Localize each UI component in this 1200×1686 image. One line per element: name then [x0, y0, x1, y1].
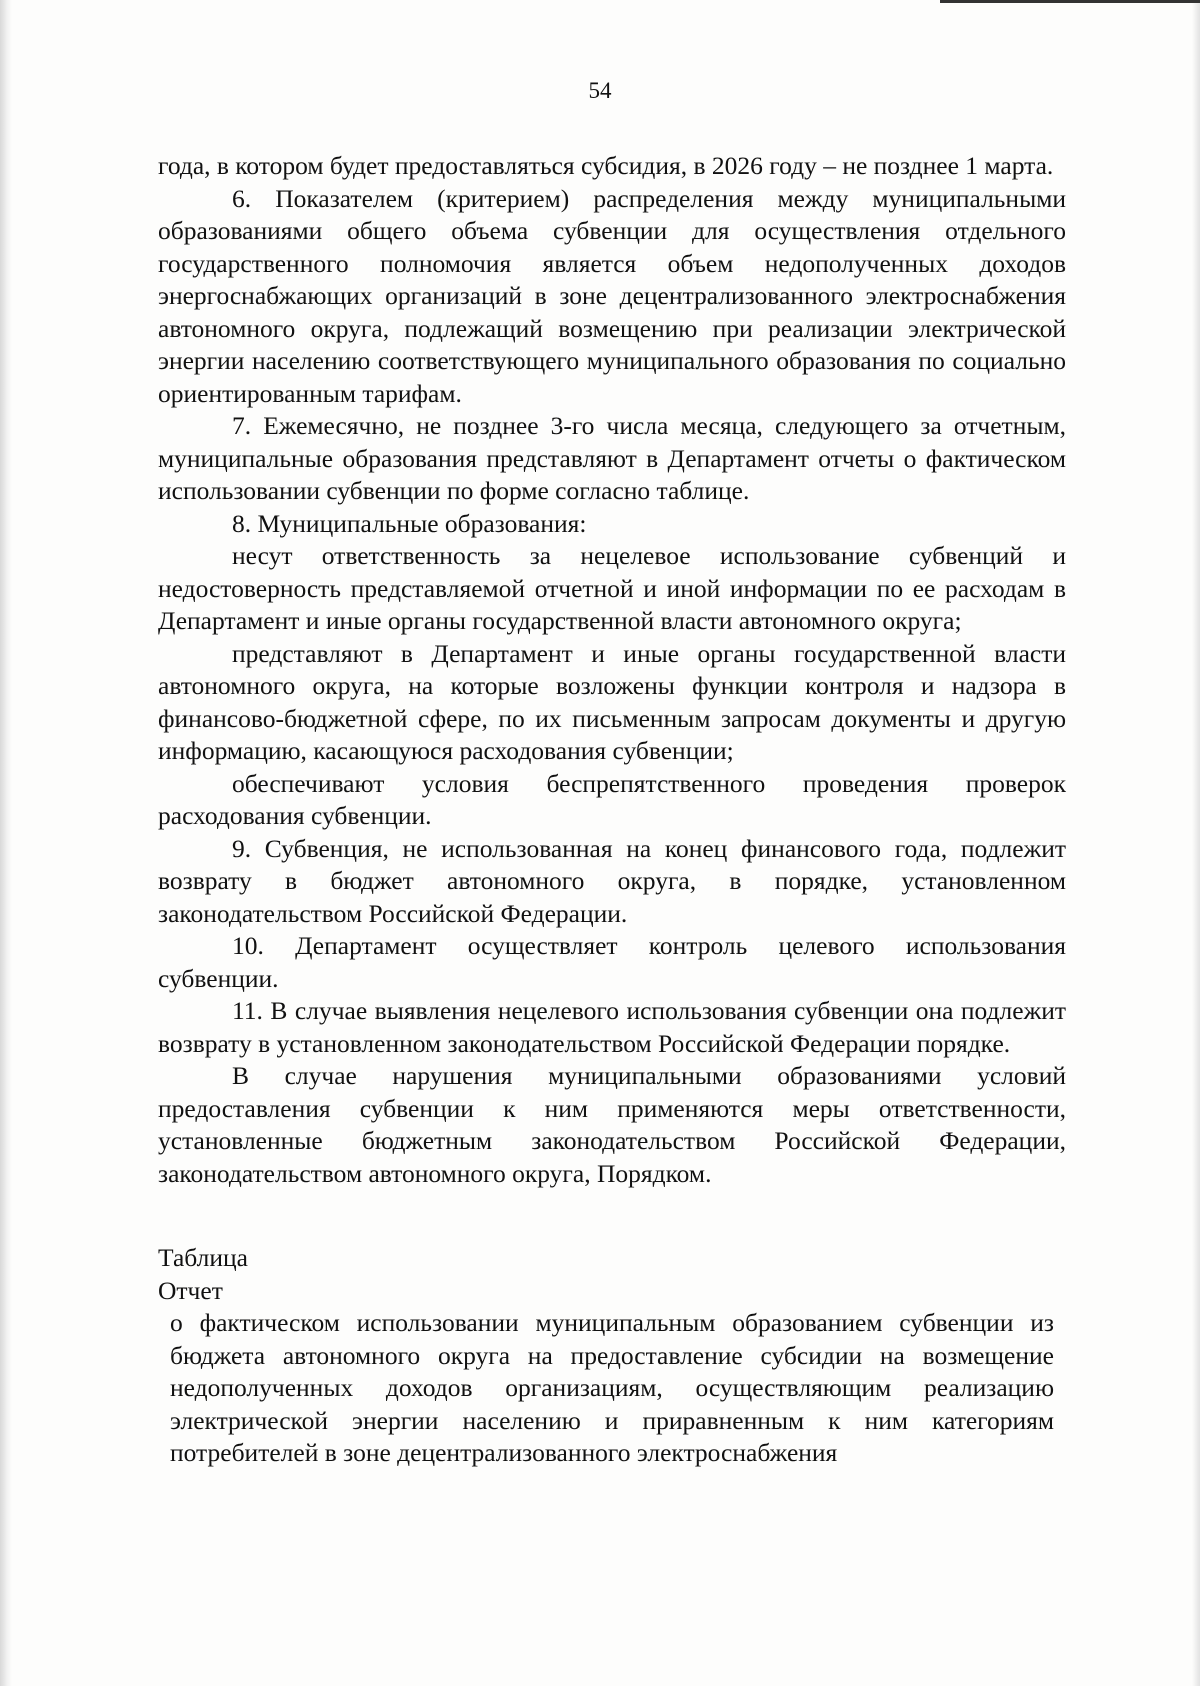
paragraph-item-10: 10. Департамент осуществляет контроль целевого использования субвенции. [158, 931, 1066, 993]
scan-edge-left [0, 0, 12, 1686]
paragraph-item-8: 8. Муниципальные образования: [232, 508, 587, 538]
table-label: Таблица [158, 1243, 248, 1272]
paragraph-violation: В случае нарушения муниципальными образованиями условий предоставления субвенции к ним применяются меры ответственности, установленные бюджетным законодательством Российской Федерации, законодательством автономного округа, Порядком. [158, 1061, 1066, 1188]
paragraph-item-9: 9. Субвенция, не использованная на конец финансового года, подлежит возврату в бюджет автономного округа, в порядке, установленном законодательством Российской Федерации. [158, 833, 1066, 928]
report-title: Отчет [158, 1275, 223, 1305]
spacer [158, 1190, 1066, 1242]
paragraph-item-7: 7. Ежемесячно, не позднее 3-го числа месяца, следующего за отчетным, муниципальные образования представляют в Департамент отчеты о фактическом использовании субвенции по форме согласно таблице. [158, 411, 1066, 505]
scan-edge-right [1192, 0, 1200, 1686]
paragraph-item-8-ensure: обеспечивают условия беспрепятственного проведения проверок расходования субвенции. [158, 768, 1066, 830]
paragraph-item-8-responsibility: несут ответственность за нецелевое использование субвенций и недостоверность представляемой отчетной и иной информации по ее расходам в Департамент и иные органы государственной власти автономного округа; [158, 541, 1066, 635]
page-number: 54 [588, 78, 612, 103]
paragraph-item-8-submit: представляют в Департамент и иные органы государственной власти автономного округа, на которые возложены функции контроля и надзора в финансово-бюджетной сфере, по их письменным запросам документы и другую информацию, касающуюся расходования субвенции; [158, 638, 1066, 765]
body-text [158, 150, 1066, 1470]
paragraph-continuation: года, в котором будет предоставляться субсидия, в 2026 году – не позднее 1 марта. [158, 151, 1054, 180]
report-subtitle: о фактическом использовании муниципальным образованием субвенции из бюджета автономного округа на предоставление субсидии на возмещение недополученных доходов организациям, осуществляющим реализацию электрической энергии населению и приравненным к ним категориям потребителей в зоне децентрализованного электроснабжения [170, 1308, 1054, 1467]
scan-edge-top [940, 0, 1200, 3]
paragraph-item-6: 6. Показателем (критерием) распределения между муниципальными образованиями общего объема субвенции для осуществления отдельного государственного полномочия является объем недополученных доходов энергоснабжающих организаций в зоне децентрализованного электроснабжения автономного округа, подлежащий возмещению при реализации электрической энергии населению соответствующего муниципального образования по социально ориентированным тарифам. [158, 183, 1066, 408]
paragraph-item-11: 11. В случае выявления нецелевого использования субвенции она подлежит возврату в установленном законодательством Российской Федерации порядке. [158, 996, 1066, 1058]
